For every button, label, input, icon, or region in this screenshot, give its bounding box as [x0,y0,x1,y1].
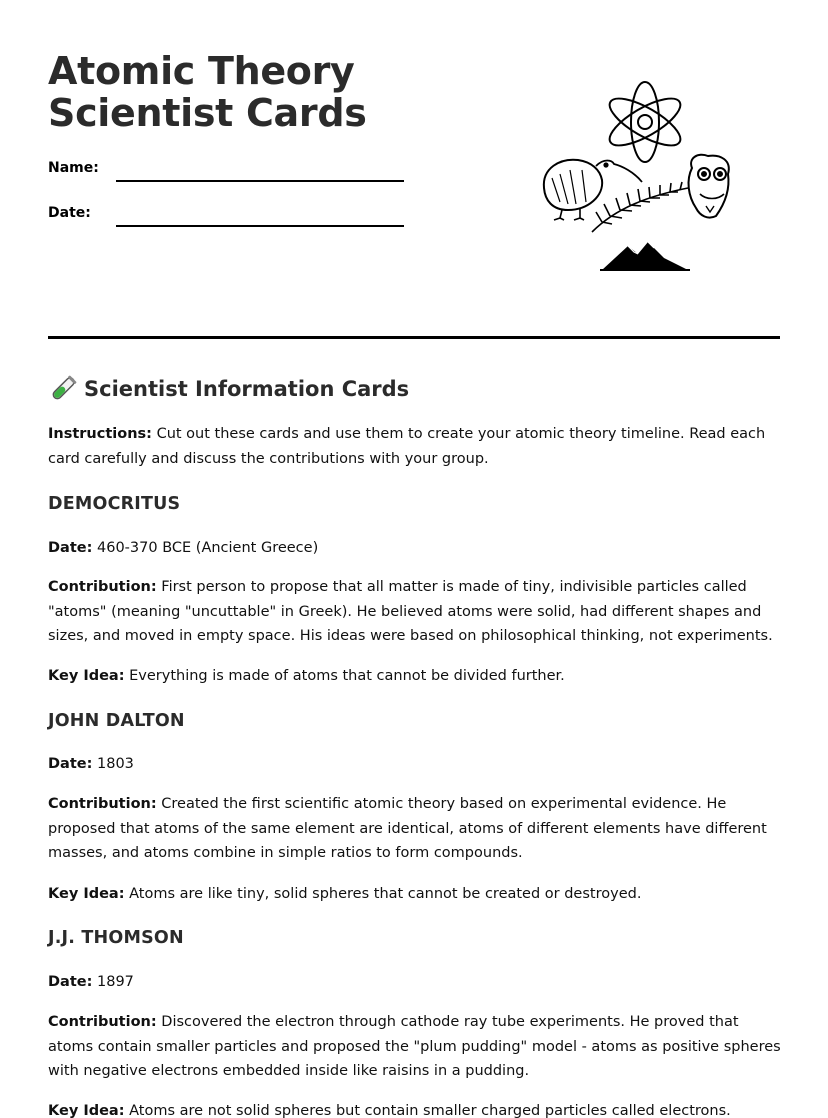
key-idea-text: Atoms are not solid spheres but contain smaller charged particles called electrons. [124,1103,731,1118]
contribution-text: Discovered the electron through cathode ray tube experiments. He proved that atoms contain smaller particles and proposed the "plum pudding" model - atoms as positive spheres with negative electrons embedded inside like raisins in a pudding. [48,1014,781,1079]
date-label: Date: [48,974,93,990]
contribution-text: Created the first scientific atomic theory based on experimental evidence. He proposed that atoms of the same element are identical, atoms of different elements have different masses, and atoms combine in simple ratios to form compounds. [48,796,767,861]
section-heading [48,374,409,404]
page-title: Atomic Theory Scientist Cards [48,49,367,135]
scientist-name-thomson: J.J. THOMSON [48,928,184,948]
instructions-paragraph [48,422,788,471]
section-divider [48,336,780,339]
scientist-date-democritus [48,536,788,561]
date-value: 1803 [92,756,134,772]
date-label: Date: [48,756,93,772]
test-tube-icon [48,374,78,404]
date-label: Date: [48,540,93,556]
key-idea-label: Key Idea: [48,668,125,684]
scientist-key-idea-democritus [48,664,788,689]
instructions-text: Cut out these cards and use them to create your atomic theory timeline. Read each card carefully and discuss the contributions with your group. [48,426,766,467]
scientist-name-dalton: JOHN DALTON [48,711,185,731]
key-idea-label: Key Idea: [48,886,125,902]
scientist-contribution-democritus [48,575,788,649]
section-heading-text: Scientist Information Cards [84,377,410,401]
illustration-cluster [530,70,740,280]
name-label: Name: [48,160,99,176]
contribution-label: Contribution: [48,579,157,595]
key-idea-text: Atoms are like tiny, solid spheres that cannot be created or destroyed. [124,886,642,902]
scientist-key-idea-dalton [48,882,788,907]
date-field[interactable] [116,225,404,227]
contribution-label: Contribution: [48,796,157,812]
date-label: Date: [48,205,91,221]
mountain-icon [600,242,690,270]
date-value: 1897 [92,974,134,990]
scientist-contribution-dalton [48,792,788,866]
scientist-key-idea-thomson [48,1099,788,1118]
scientist-contribution-thomson [48,1010,788,1084]
scientist-name-democritus: DEMOCRITUS [48,494,181,514]
key-idea-label: Key Idea: [48,1103,125,1118]
contribution-text: First person to propose that all matter is made of tiny, indivisible particles called "atoms" (meaning "uncuttable" in Greek). He believed atoms were solid, had different shapes and sizes, and moved in empty space. His ideas were based on philosophical thinking, not experiments. [48,579,773,644]
tiki-carving-icon [689,155,729,218]
fern-frond-icon [592,182,688,232]
instructions-label: Instructions: [48,426,152,442]
scientist-date-thomson [48,970,788,995]
name-field[interactable] [116,180,404,182]
date-value: 460-370 BCE (Ancient Greece) [92,540,319,556]
contribution-label: Contribution: [48,1014,157,1030]
atom-icon [603,82,686,162]
scientist-date-dalton [48,752,788,777]
key-idea-text: Everything is made of atoms that cannot be divided further. [124,668,565,684]
